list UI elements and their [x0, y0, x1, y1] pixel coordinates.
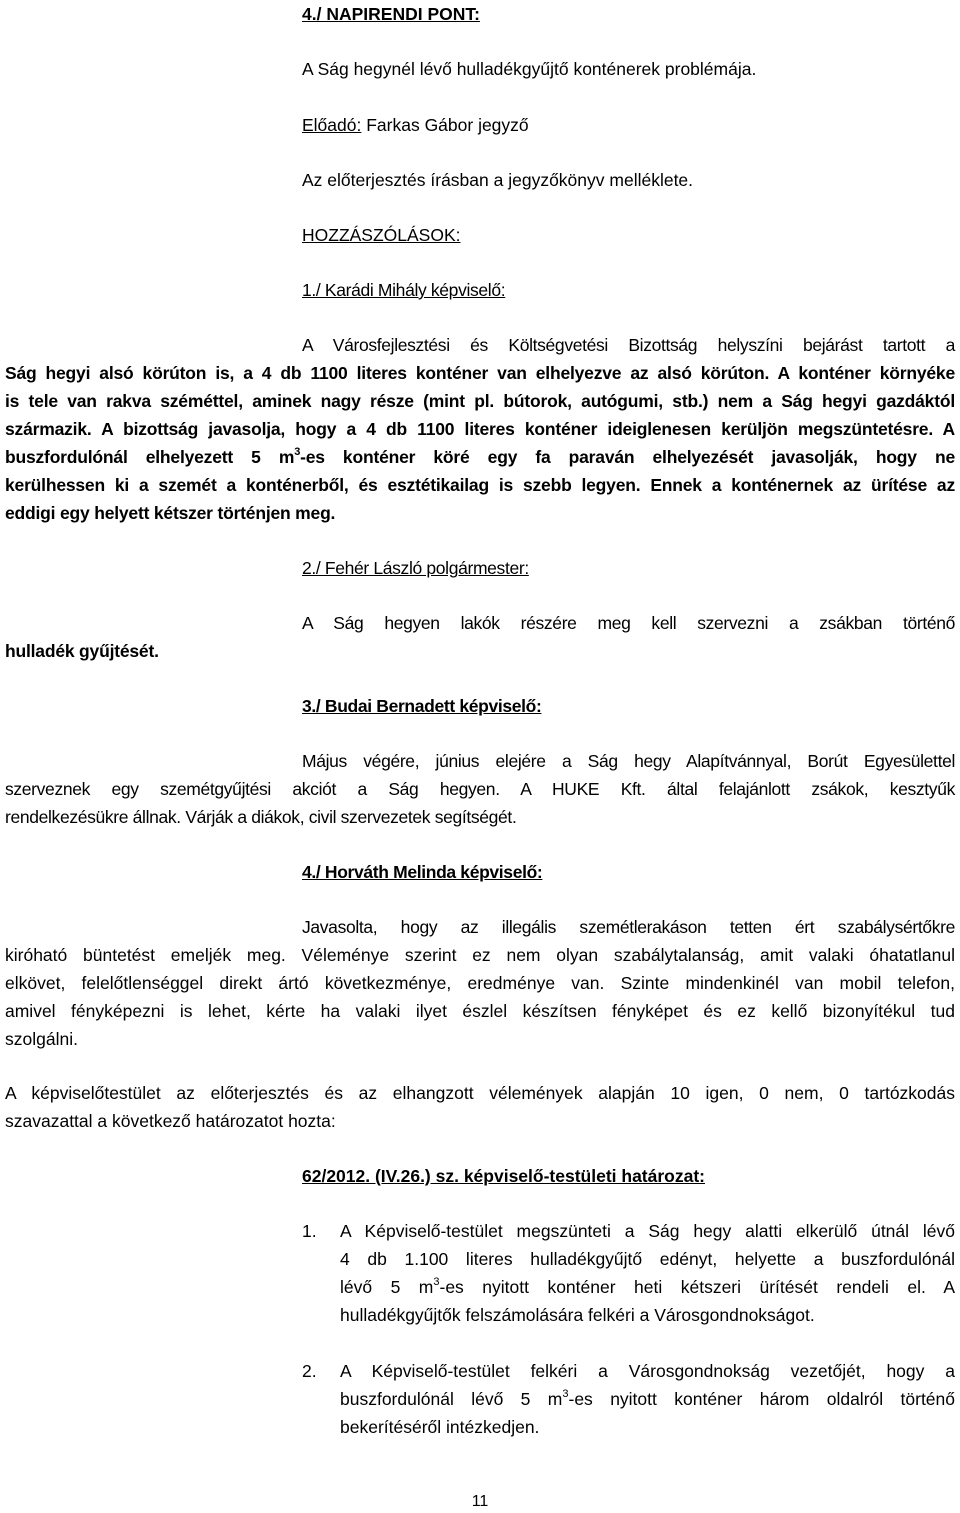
speaker-3-line: Május végére, június elejére a Ság hegy Alapítvánnyal, Borút Egyesülettel: [302, 751, 955, 771]
resolution-item-2-line: [340, 1388, 955, 1410]
agenda-heading: 4./ NAPIRENDI PONT:: [302, 4, 480, 24]
resolution-title: 62/2012. (IV.26.) sz. képviselő-testületi határozat:: [302, 1166, 705, 1186]
speaker-3-title: 3./ Budai Bernadett képviselő:: [302, 696, 542, 716]
resolution-item-2-line: bekerítéséről intézkedjen.: [340, 1417, 540, 1437]
resolution-item-number: 2.: [302, 1361, 317, 1381]
speaker-4-title: 4./ Horváth Melinda képviselő:: [302, 862, 543, 882]
speaker-2-title: 2./ Fehér László polgármester:: [302, 558, 529, 578]
presenter-line: [302, 114, 529, 136]
speaker-1-line: A Városfejlesztési és Költségvetési Bizottság helyszíni bejárást tartott a: [302, 335, 955, 355]
speaker-1-line: [5, 446, 955, 468]
resolution-item-1-line3-post: -es nyitott konténer heti kétszeri ürítését rendeli el. A: [439, 1277, 956, 1297]
agenda-subject: A Ság hegynél lévő hulladékgyűjtő konténerek problémája.: [302, 59, 757, 79]
speaker-3-line: rendelkezésükre állnak. Várják a diákok, civil szervezetek segítségét.: [5, 807, 517, 827]
speaker-1-line5-post: -es konténer köré egy fa paraván elhelyezését javasolják, hogy ne: [300, 447, 955, 467]
speaker-1-line: Ság hegyi alsó körúton is, a 4 db 1100 literes konténer van elhelyezve az alsó körúton. A konténer környéke: [5, 363, 955, 383]
speaker-4-line: Javasolta, hogy az illegális szemétlerakáson tetten ért szabálysértőkre: [302, 917, 955, 937]
speaker-1-line: kerülhessen ki a szemét a konténerből, és esztétikailag is szebb legyen. Ennek a konténernek az ürítése az: [5, 475, 955, 495]
speaker-1-title: 1./ Karádi Mihály képviselő:: [302, 280, 506, 300]
superscript-three: 3: [294, 446, 301, 459]
resolution-item-1-line: 4 db 1.100 literes hulladékgyűjtő edényt, helyette a buszfordulónál: [340, 1249, 955, 1269]
speaker-2-line: A Ság hegyen lakók részére meg kell szervezni a zsákban történő: [302, 613, 955, 633]
speaker-1-line: eddigi egy helyett kétszer történjen meg.: [5, 503, 336, 523]
superscript-three: 3: [562, 1388, 569, 1401]
speaker-2-line: hulladék gyűjtését.: [5, 641, 159, 661]
vote-line: szavazattal a következő határozatot hozta:: [5, 1111, 336, 1131]
page-number: 11: [471, 1493, 489, 1510]
superscript-three: 3: [433, 1276, 440, 1289]
resolution-item-1-line3-pre: lévő 5 m: [340, 1277, 434, 1297]
vote-line: A képviselőtestület az előterjesztés és az elhangzott vélemények alapján 10 igen, 0 nem, 0 tartózkodás: [5, 1083, 955, 1103]
presenter-label: Előadó:: [302, 115, 362, 135]
comments-heading: HOZZÁSZÓLÁSOK:: [302, 225, 461, 245]
attachment-note: Az előterjesztés írásban a jegyzőkönyv melléklete.: [302, 170, 694, 190]
speaker-4-line: amivel fényképezni is lehet, kérte ha valaki ilyet észlel készítsen fényképet és ez kellő bizonyítékul tud: [5, 1001, 955, 1021]
resolution-item-1-line: [340, 1276, 955, 1298]
resolution-item-1-line: A Képviselő-testület megszünteti a Ság hegy alatti elkerülő útnál lévő: [340, 1221, 955, 1241]
resolution-item-1-line: hulladékgyűjtők felszámolására felkéri a Városgondnokságot.: [340, 1305, 815, 1325]
resolution-item-2-line2-post: -es nyitott konténer három oldalról történő: [568, 1389, 955, 1409]
resolution-item-number: 1.: [302, 1221, 317, 1241]
resolution-item-2-line: A Képviselő-testület felkéri a Városgondnokság vezetőjét, hogy a: [340, 1361, 955, 1381]
speaker-1-line: származik. A bizottság javasolja, hogy a 4 db 1100 literes konténer ideiglenesen kerüljön megszüntetésre. A: [5, 419, 955, 439]
speaker-4-line: kiróható büntetést emeljék meg. Véleménye szerint ez nem olyan szabálytalanság, amit valaki óhatatlanul: [5, 945, 955, 965]
speaker-1-line5-pre: buszfordulónál elhelyezett 5 m: [5, 447, 295, 467]
speaker-4-line: elkövet, felelőtlenséggel direkt ártó következménye, eredménye van. Szinte mindenkinél van mobil telefon,: [5, 973, 955, 993]
presenter-name: Farkas Gábor jegyző: [361, 115, 529, 135]
speaker-3-line: szerveznek egy szemétgyűjtési akciót a Ság hegyen. A HUKE Kft. által felajánlott zsákok, kesztyűk: [5, 779, 955, 799]
resolution-item-2-line2-pre: buszfordulónál lévő 5 m: [340, 1389, 563, 1409]
speaker-1-line: is tele van rakva széméttel, aminek nagy része (mint pl. bútorok, autógumi, stb.) nem a Ság hegyi gazdáktól: [5, 391, 955, 411]
speaker-4-line: szolgálni.: [5, 1029, 78, 1049]
